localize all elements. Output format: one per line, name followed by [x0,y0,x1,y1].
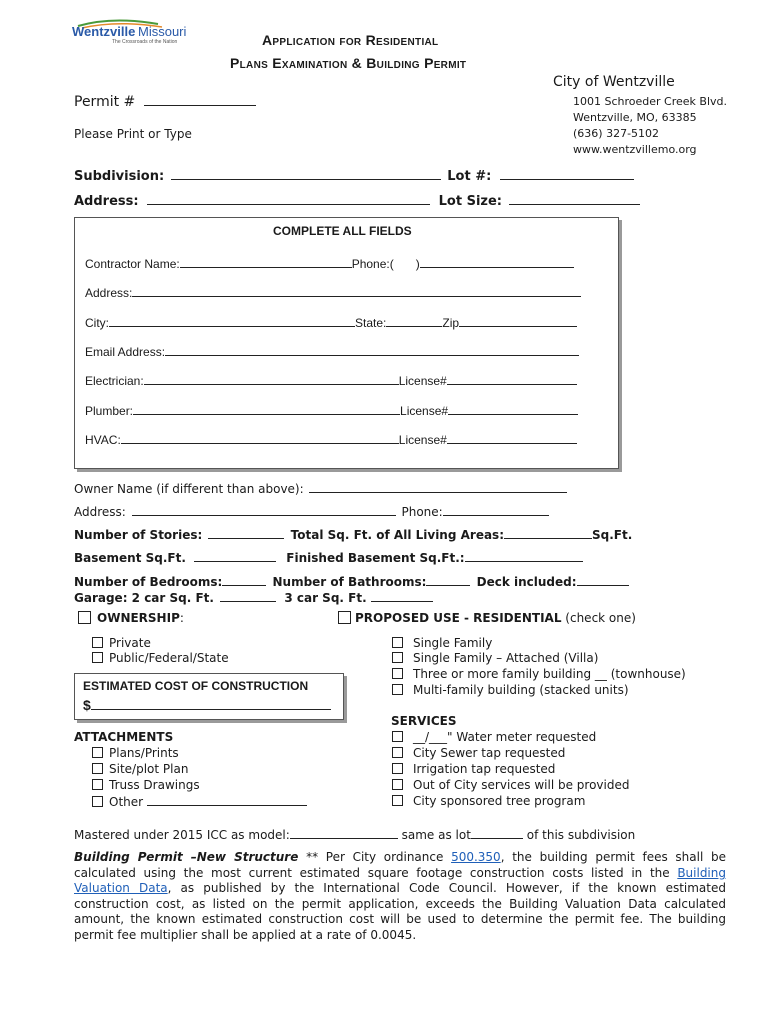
bedrooms-row[interactable] [74,573,629,589]
ownership-heading [78,611,184,625]
proposed-use-heading [338,611,636,625]
form-title-line1: Application for Residential [262,32,439,48]
fee-paragraph [74,850,726,944]
owner-name-row[interactable] [74,480,567,496]
attachment-option-label: Other [109,795,144,809]
basement-row[interactable] [74,549,583,565]
checkbox[interactable] [392,795,403,806]
estimated-cost-heading: ESTIMATED COST OF CONSTRUCTION [83,679,309,693]
paragraph-lead: Building Permit –New Structure [74,850,299,864]
attachment-option-4[interactable] [92,793,307,809]
logo-brand: Wentzville [72,24,136,39]
lot-size-label: Lot Size: [438,194,502,209]
service-option-label: Irrigation tap requested [413,762,556,776]
city-citystatezip: Wentzville, MO, 63385 [573,111,697,124]
address-label: Address: [74,194,139,209]
garage-row[interactable] [74,589,433,605]
address-field[interactable] [74,192,640,209]
zip-label: Zip [442,316,460,330]
owner-name-label: Owner Name (if different than above): [74,482,304,496]
logo-tagline: The Crossroads of the Nation [112,39,178,45]
checkbox[interactable] [392,763,403,774]
garage2-label: Garage: 2 car Sq. Ft. [74,591,214,605]
checkbox[interactable] [92,779,103,790]
attachment-option-3[interactable] [92,778,200,792]
mastered-label: Mastered under 2015 ICC as model: [74,828,290,842]
contractor-row[interactable] [85,255,574,271]
ownership-colon: : [179,611,184,625]
estimated-cost-field[interactable] [83,697,331,713]
proposed-use-option-1[interactable] [392,636,492,650]
garage3-label: 3 car Sq. Ft. [284,591,367,605]
city-name: City of Wentzville [553,74,675,90]
living-area-label: Total Sq. Ft. of All Living Areas: [290,528,504,542]
paragraph-text-1: ** Per City ordinance [298,850,452,864]
print-note: Please Print or Type [74,127,192,141]
service-option-3[interactable] [392,762,555,776]
attachments-heading: ATTACHMENTS [74,730,174,744]
service-option-5[interactable] [392,794,585,808]
ownership-option-private[interactable] [92,636,151,650]
hvac-license-label: License# [398,433,447,447]
proposed-use-option-2[interactable] [392,651,598,665]
ownership-option-label: Private [109,636,151,650]
stories-label: Number of Stories: [74,528,203,542]
estimated-cost-box[interactable] [74,673,344,720]
email-label: Email Address: [85,345,166,359]
subdivision-suffix: of this subdivision [526,828,636,842]
city-state-zip-row[interactable] [85,314,577,330]
proposed-use-option-label: Three or more family building __ (townhouse) [413,667,686,681]
paragraph-text-2: , the building permit fees shall be calculated using the most current estimated square footage construction costs listed in the [74,850,727,880]
hvac-row[interactable] [85,431,577,447]
proposed-use-note: (check one) [565,611,636,625]
sqft-unit: Sq.Ft. [592,528,633,542]
service-option-2[interactable] [392,746,565,760]
plumber-license-label: License# [400,404,449,418]
ownership-option-public[interactable] [92,651,229,665]
email-row[interactable] [85,343,579,359]
stories-row[interactable] [74,526,632,542]
basement-label: Basement Sq.Ft. [74,551,186,565]
electrician-license-label: License# [398,374,447,388]
phone-paren: ) [415,257,420,271]
subdivision-field[interactable] [74,167,634,184]
paragraph-text-3: , as published by the International Code Council. However, if the known estimated construction cost, as listed on the permit application, exceeds the Building Valuation Data calculated amount, the known estimated construction cost will be used to determine the permit fee. The building permit fee multiplier shall be applied at a rate of 0.0045. [74,881,726,942]
contractor-address-label: Address: [85,286,133,300]
service-option-label: Out of City services will be provided [413,778,630,792]
bathrooms-label: Number of Bathrooms: [272,575,427,589]
contractor-name-label: Contractor Name: [85,257,180,271]
dollar-sign: $ [83,697,91,713]
permit-number-field[interactable] [74,93,256,110]
ownership-option-label: Public/Federal/State [109,651,229,665]
contractor-phone-label: Phone:( [351,257,394,271]
electrician-label: Electrician: [85,374,144,388]
ordinance-link[interactable]: 500.350 [451,850,501,864]
city-street: 1001 Schroeder Creek Blvd. [573,95,727,108]
ownership-label: OWNERSHIP [97,611,180,625]
proposed-use-label: PROPOSED USE - RESIDENTIAL [355,611,562,625]
services-heading: SERVICES [391,714,457,728]
attachment-option-1[interactable] [92,746,179,760]
fields-heading: COMPLETE ALL FIELDS [273,224,412,238]
checkbox[interactable] [392,779,403,790]
checkbox[interactable] [92,747,103,758]
proposed-use-option-label: Single Family – Attached (Villa) [413,651,599,665]
checkbox[interactable] [392,668,403,679]
service-option-label: City Sewer tap requested [413,746,566,760]
bedrooms-label: Number of Bedrooms: [74,575,223,589]
city-website: www.wentzvillemo.org [573,143,697,156]
hvac-label: HVAC: [85,433,121,447]
attachment-option-label: Site/plot Plan [109,762,189,776]
same-as-lot-label: same as lot [401,828,471,842]
state-label: State: [355,316,387,330]
proposed-use-checkbox[interactable] [338,611,351,624]
service-option-1[interactable] [392,730,596,744]
owner-phone-label: Phone: [401,505,443,519]
permit-number-label: Permit # [74,94,136,110]
checkbox[interactable] [92,652,103,663]
proposed-use-option-label: Single Family [413,636,493,650]
checkbox[interactable] [92,796,103,807]
city-phone: (636) 327-5102 [573,127,660,140]
logo-state: Missouri [138,24,187,39]
checkbox[interactable] [392,652,403,663]
attachment-option-label: Truss Drawings [109,778,200,792]
contractor-fields-box [74,217,619,469]
electrician-row[interactable] [85,372,577,388]
owner-address-row[interactable] [74,503,549,519]
form-title-line2: Plans Examination & Building Permit [230,55,467,71]
proposed-use-option-3[interactable] [392,667,686,681]
valuation-data-link[interactable]: Building Valuation Data [74,865,726,896]
subdivision-label: Subdivision: [74,169,165,184]
city-label: City: [85,316,109,330]
checkbox[interactable] [92,763,103,774]
deck-label: Deck included: [476,575,577,589]
plumber-label: Plumber: [85,404,134,418]
finished-basement-label: Finished Basement Sq.Ft.: [286,551,465,565]
proposed-use-option-label: Multi-family building (stacked units) [413,683,629,697]
checkbox[interactable] [392,731,403,742]
attachment-option-label: Plans/Prints [109,746,179,760]
contractor-address-row[interactable] [85,284,581,300]
service-option-label: City sponsored tree program [413,794,586,808]
service-option-4[interactable] [392,778,629,792]
checkbox[interactable] [392,684,403,695]
owner-address-label: Address: [74,505,126,519]
checkbox[interactable] [392,637,403,648]
mastered-row[interactable] [74,826,635,842]
proposed-use-option-4[interactable] [392,683,629,697]
service-option-label: __/___" Water meter requested [413,730,597,744]
checkbox[interactable] [92,637,103,648]
lot-number-label: Lot #: [447,169,492,184]
ownership-checkbox[interactable] [78,611,91,624]
city-logo [72,18,192,48]
plumber-row[interactable] [85,402,578,418]
checkbox[interactable] [392,747,403,758]
attachment-option-2[interactable] [92,762,188,776]
